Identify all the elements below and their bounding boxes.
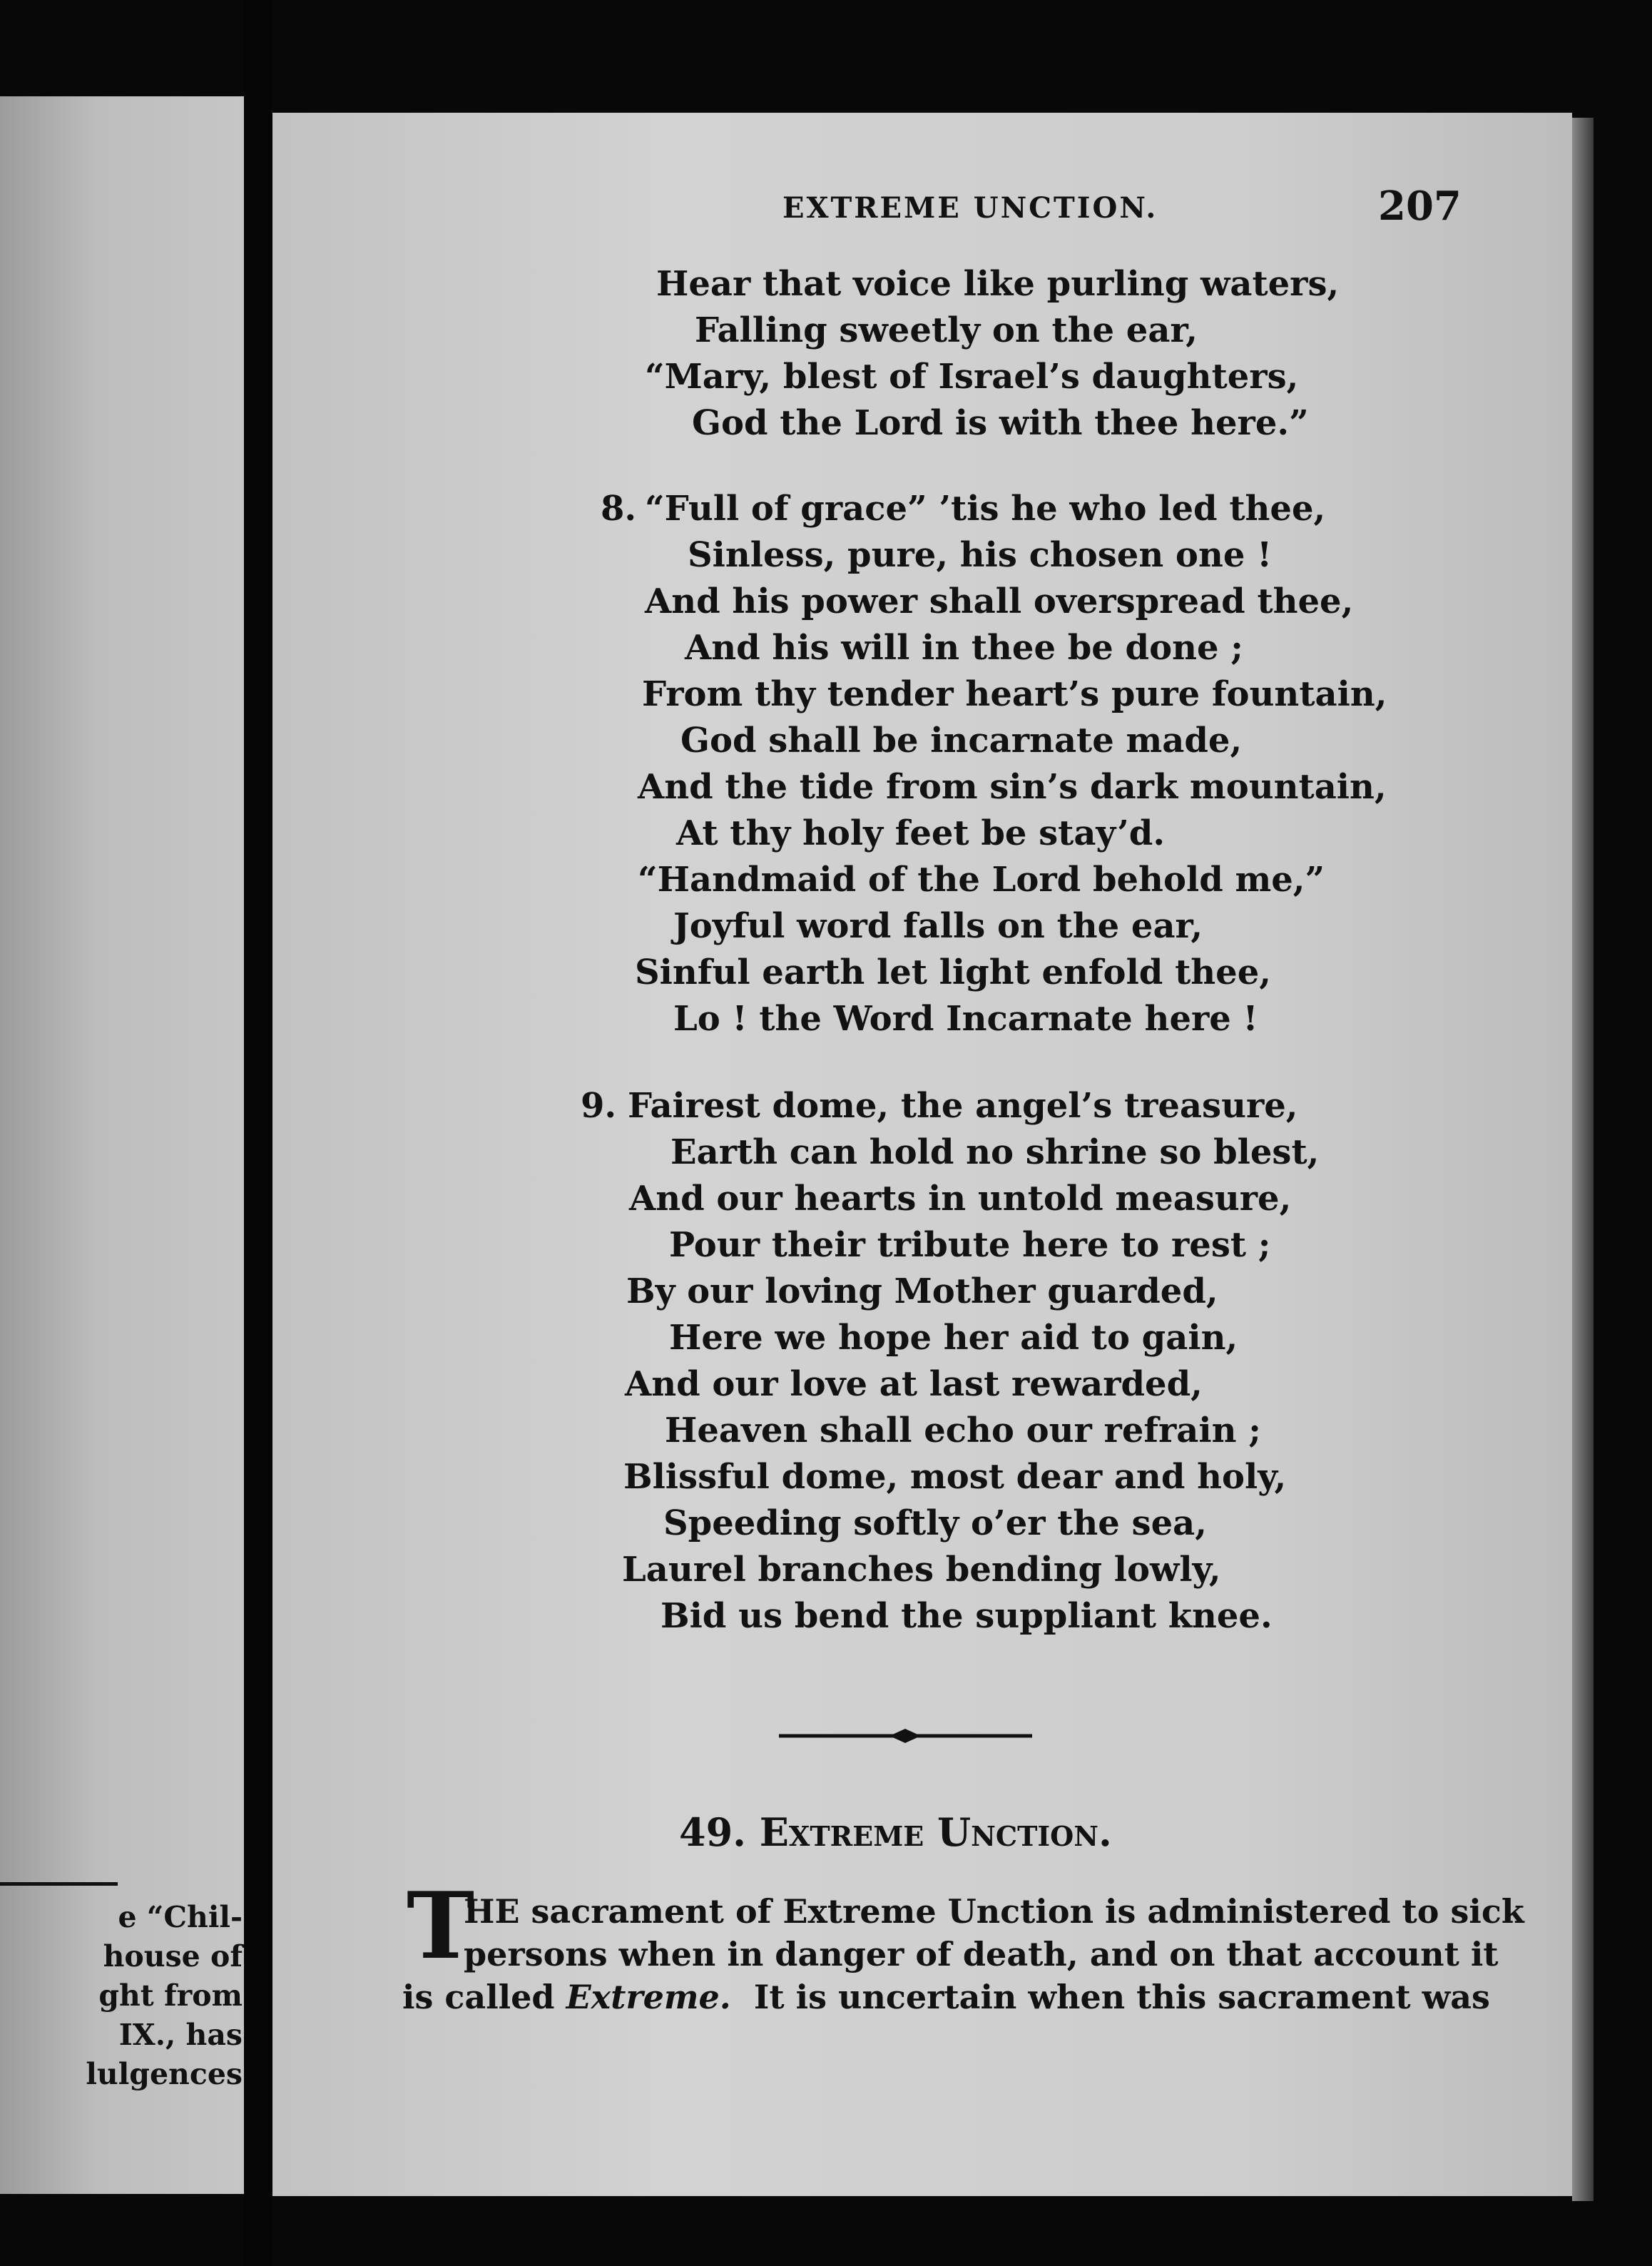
verse-line: And our love at last rewarded, <box>625 1364 1203 1404</box>
left-footnote-line: ght from <box>98 1978 243 2013</box>
verse-line: Joyful word falls on the ear, <box>673 906 1203 946</box>
page-edge-shadow <box>1572 118 1594 2201</box>
left-footnote-line: lulgences <box>86 2057 243 2091</box>
body-line: HE sacrament of Extreme Unction is administered to sick <box>464 1892 1524 1931</box>
verse-line: Fairest dome, the angel’s treasure, <box>628 1086 1298 1126</box>
verse-line: Blissful dome, most dear and holy, <box>623 1457 1287 1497</box>
verse-line: And the tide from sin’s dark mountain, <box>638 767 1387 807</box>
stanza-number: 8. <box>601 489 637 529</box>
verse-line: God the Lord is with thee here.” <box>692 403 1309 443</box>
left-footnote-line: house of <box>103 1939 243 1973</box>
left-footnote <box>0 1898 243 2094</box>
verse-line: From thy tender heart’s pure fountain, <box>642 674 1387 714</box>
stanza-number: 9. <box>581 1086 617 1126</box>
left-footnote-line: e “Chil- <box>118 1900 243 1934</box>
verse-line: By our loving Mother guarded, <box>626 1271 1218 1311</box>
page-number: 207 <box>1378 183 1462 230</box>
verse-line: Earth can hold no shrine so blest, <box>671 1132 1320 1172</box>
left-footnote-line: IX., has <box>118 2018 243 2052</box>
verse-line: Hear that voice like purling waters, <box>656 264 1340 304</box>
verse-line: Sinless, pure, his chosen one ! <box>688 535 1273 575</box>
verse-line: And his will in thee be done ; <box>685 628 1243 668</box>
verse-line: “Handmaid of the Lord behold me,” <box>638 860 1325 900</box>
verse-line: And his power shall overspread thee, <box>645 581 1354 621</box>
body-text: is called <box>402 1978 566 2016</box>
verse-line: God shall be incarnate made, <box>680 721 1243 761</box>
verse-line: Pour their tribute here to rest ; <box>669 1225 1271 1265</box>
verse-line: Lo ! the Word Incarnate here ! <box>673 999 1258 1039</box>
verse-line: Sinful earth let light enfold thee, <box>635 952 1271 992</box>
verse-line: Falling sweetly on the ear, <box>695 310 1198 350</box>
body-line <box>402 1976 1490 2018</box>
ornamental-divider <box>779 1725 1032 1747</box>
left-facing-page <box>0 96 244 2194</box>
verse-line: At thy holy feet be stay’d. <box>676 813 1166 853</box>
verse-line: Here we hope her aid to gain, <box>669 1318 1238 1358</box>
verse-line: And our hearts in untold measure, <box>629 1179 1292 1219</box>
footnote-rule <box>0 1882 118 1886</box>
verse-line: Heaven shall echo our refrain ; <box>665 1411 1261 1450</box>
body-line: persons when in danger of death, and on that account it <box>464 1935 1499 1973</box>
body-text: It is uncertain when this sacrament was <box>730 1978 1490 2016</box>
verse-line: Laurel branches bending lowly, <box>622 1550 1221 1590</box>
verse-line: Bid us bend the suppliant knee. <box>661 1596 1273 1636</box>
verse-line: “Full of grace” ’tis he who led thee, <box>645 489 1326 529</box>
verse-line: “Mary, blest of Israel’s daughters, <box>645 357 1299 397</box>
binding-gutter <box>244 0 272 2266</box>
drop-cap: T <box>407 1873 475 1980</box>
running-head: EXTREME UNCTION. <box>782 191 1158 225</box>
emphasized-word: Extreme. <box>566 1978 731 2016</box>
section-title: 49. Extreme Unction. <box>679 1809 1112 1855</box>
book-page <box>272 113 1572 2196</box>
verse-line: Speeding softly o’er the sea, <box>663 1503 1207 1543</box>
